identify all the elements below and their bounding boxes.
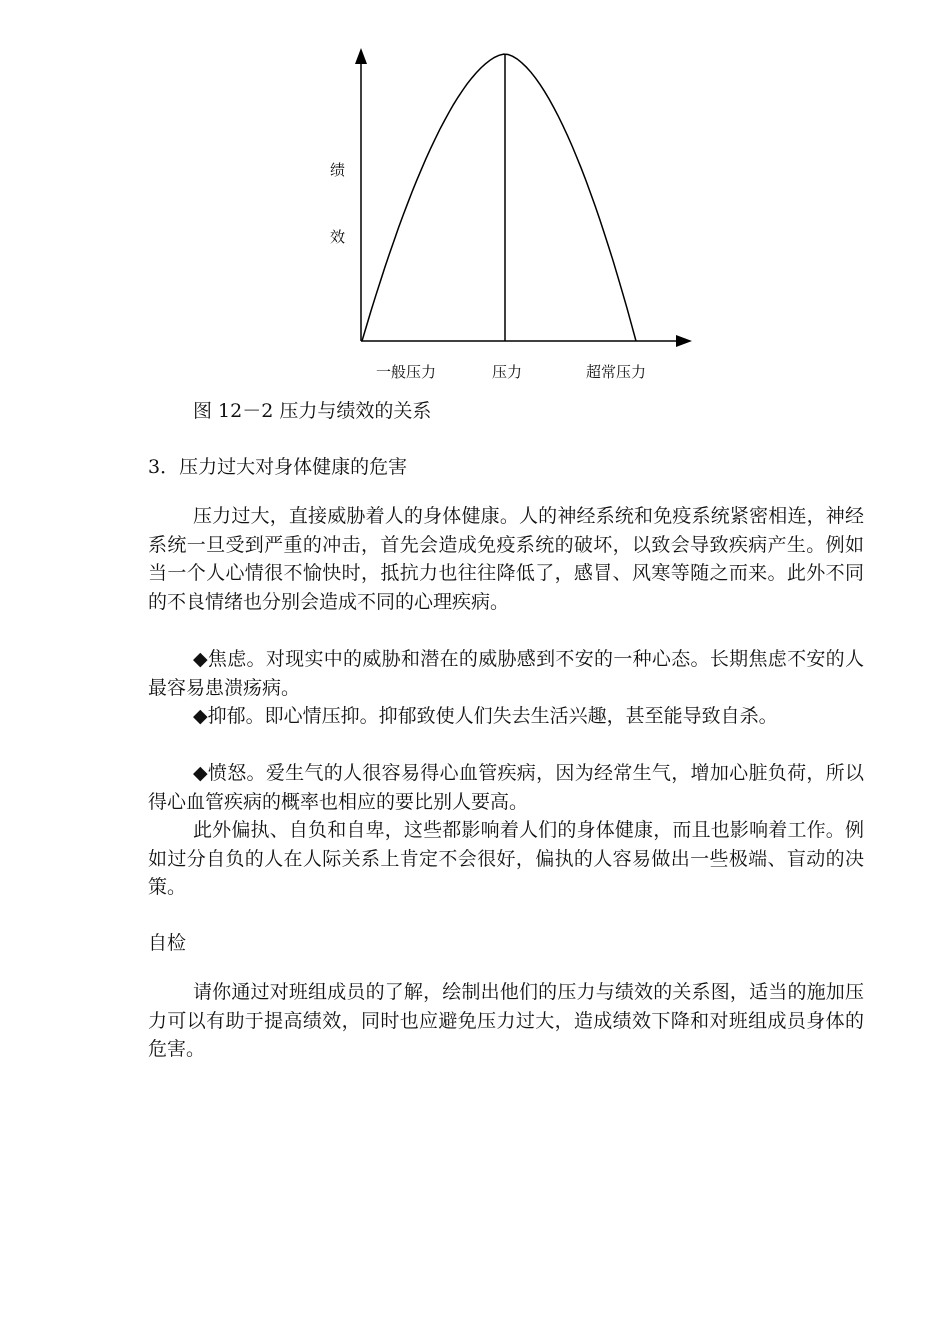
x-axis-arrow bbox=[676, 335, 692, 347]
paragraph: 请你通过对班组成员的了解，绘制出他们的压力与绩效的关系图，适当的施加压力可以有助于提高绩效，同时也应避免压力过大，造成绩效下降和对班组成员身体的危害。 bbox=[148, 981, 864, 1060]
stress-performance-chart bbox=[0, 0, 950, 400]
section-heading: 自检 bbox=[148, 932, 187, 954]
section-heading: 3．压力过大对身体健康的危害 bbox=[148, 456, 408, 478]
paragraph: 此外偏执、自负和自卑，这些都影响着人们的身体健康，而且也影响着工作。例如过分自负的人在人际关系上肯定不会很好，偏执的人容易做出一些极端、盲动的决策。 bbox=[148, 819, 864, 898]
x-tick-label: 压力 bbox=[491, 363, 523, 381]
bullet-anger: ◆愤怒。爱生气的人很容易得心血管疾病，因为经常生气，增加心脏负荷，所以得心血管疾病的概率也相应的要比别人要高。 bbox=[148, 762, 864, 813]
bullet-depression: ◆抑郁。即心情压抑。抑郁致使人们失去生活兴趣，甚至能导致自杀。 bbox=[193, 705, 778, 727]
y-label-char: 绩 bbox=[330, 161, 346, 179]
y-label-char: 效 bbox=[330, 228, 346, 246]
y-axis-arrow bbox=[355, 48, 367, 64]
x-tick-label: 一般压力 bbox=[375, 363, 437, 381]
paragraph: 压力过大，直接威胁着人的身体健康。人的神经系统和免疫系统紧密相连，神经系统一旦受到严重的冲击，首先会造成免疫系统的破坏，以致会导致疾病产生。例如当一个人心情很不愉快时，抵抗力也往往降低了，感冒、风寒等随之而来。此外不同的不良情绪也分别会造成不同的心理疾病。 bbox=[148, 505, 864, 613]
performance-curve bbox=[362, 54, 636, 341]
x-tick-label: 超常压力 bbox=[585, 363, 647, 381]
figure-caption: 图 12－2 压力与绩效的关系 bbox=[193, 400, 432, 422]
bullet-anxiety: ◆焦虑。对现实中的威胁和潜在的威胁感到不安的一种心态。长期焦虑不安的人最容易患溃疡病。 bbox=[148, 648, 864, 699]
